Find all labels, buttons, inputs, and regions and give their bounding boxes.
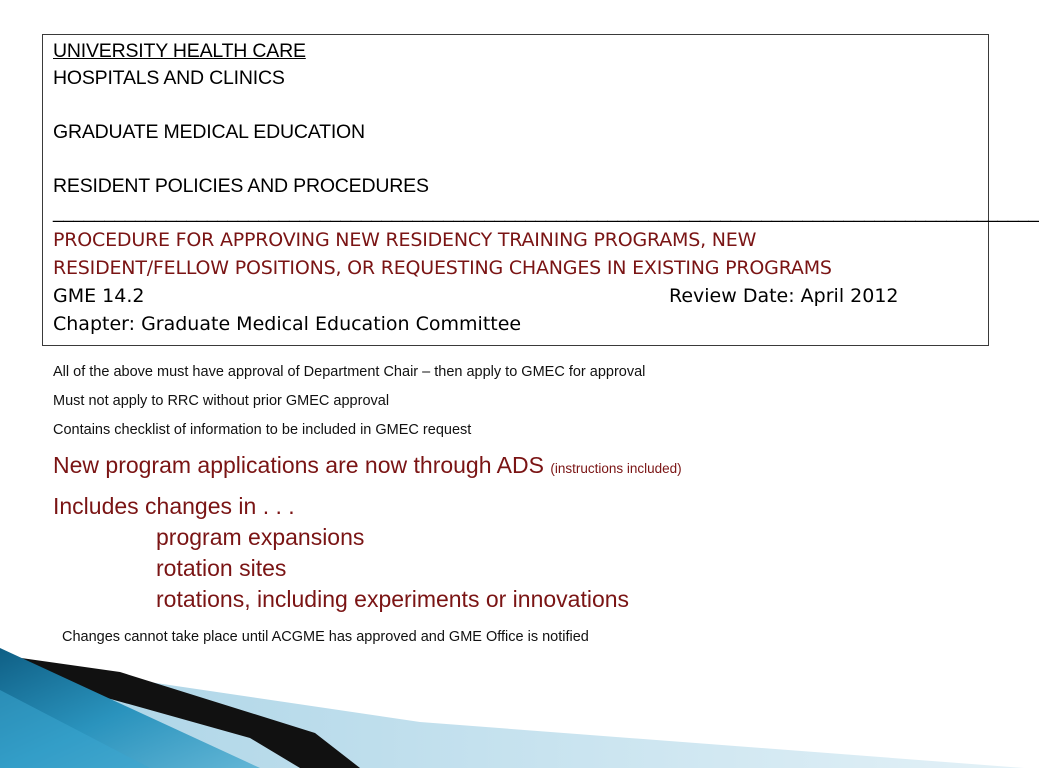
header-manual-title: RESIDENT POLICIES AND PROCEDURES <box>53 175 429 197</box>
header-separator: ________________________________________________________________________________________________ <box>53 202 1039 223</box>
note-rrc: Must not apply to RRC without prior GMEC approval <box>53 393 390 409</box>
policy-meta-row <box>53 282 988 310</box>
chapter-label: Chapter: Graduate Medical Education Committee <box>53 313 522 335</box>
header-department: GRADUATE MEDICAL EDUCATION <box>53 121 365 143</box>
deco-light-band <box>0 660 1024 768</box>
changes-item: rotation sites <box>156 555 287 581</box>
footer-note: Changes cannot take place until ACGME has approved and GME Office is notified <box>62 629 589 645</box>
policy-header-box <box>42 34 1039 346</box>
changes-item: rotations, including experiments or innovations <box>156 586 630 612</box>
spacer <box>53 92 988 119</box>
deco-teal-wedge <box>0 648 260 768</box>
ads-instructions-note: (instructions included) <box>550 461 682 476</box>
deco-black-stripe <box>0 655 360 768</box>
ads-heading <box>53 451 682 483</box>
ads-heading-text: New program applications are now through ADS <box>53 452 544 478</box>
procedure-title-line-1: PROCEDURE FOR APPROVING NEW RESIDENCY TRAINING PROGRAMS, NEW <box>53 229 757 251</box>
note-checklist: Contains checklist of information to be included in GMEC request <box>53 422 472 438</box>
review-date: Review Date: April 2012 <box>669 285 899 307</box>
header-institution: UNIVERSITY HEALTH CARE <box>53 40 306 62</box>
changes-heading: Includes changes in . . . <box>53 493 295 519</box>
header-hospitals: HOSPITALS AND CLINICS <box>53 67 285 89</box>
deco-teal-highlight <box>0 690 150 768</box>
procedure-title-line-2: RESIDENT/FELLOW POSITIONS, OR REQUESTING CHANGES IN EXISTING PROGRAMS <box>53 257 832 279</box>
policy-number: GME 14.2 <box>53 285 145 307</box>
changes-item: program expansions <box>156 524 365 550</box>
spacer <box>53 146 988 173</box>
note-department-chair: All of the above must have approval of Department Chair – then apply to GMEC for approval <box>53 364 646 380</box>
